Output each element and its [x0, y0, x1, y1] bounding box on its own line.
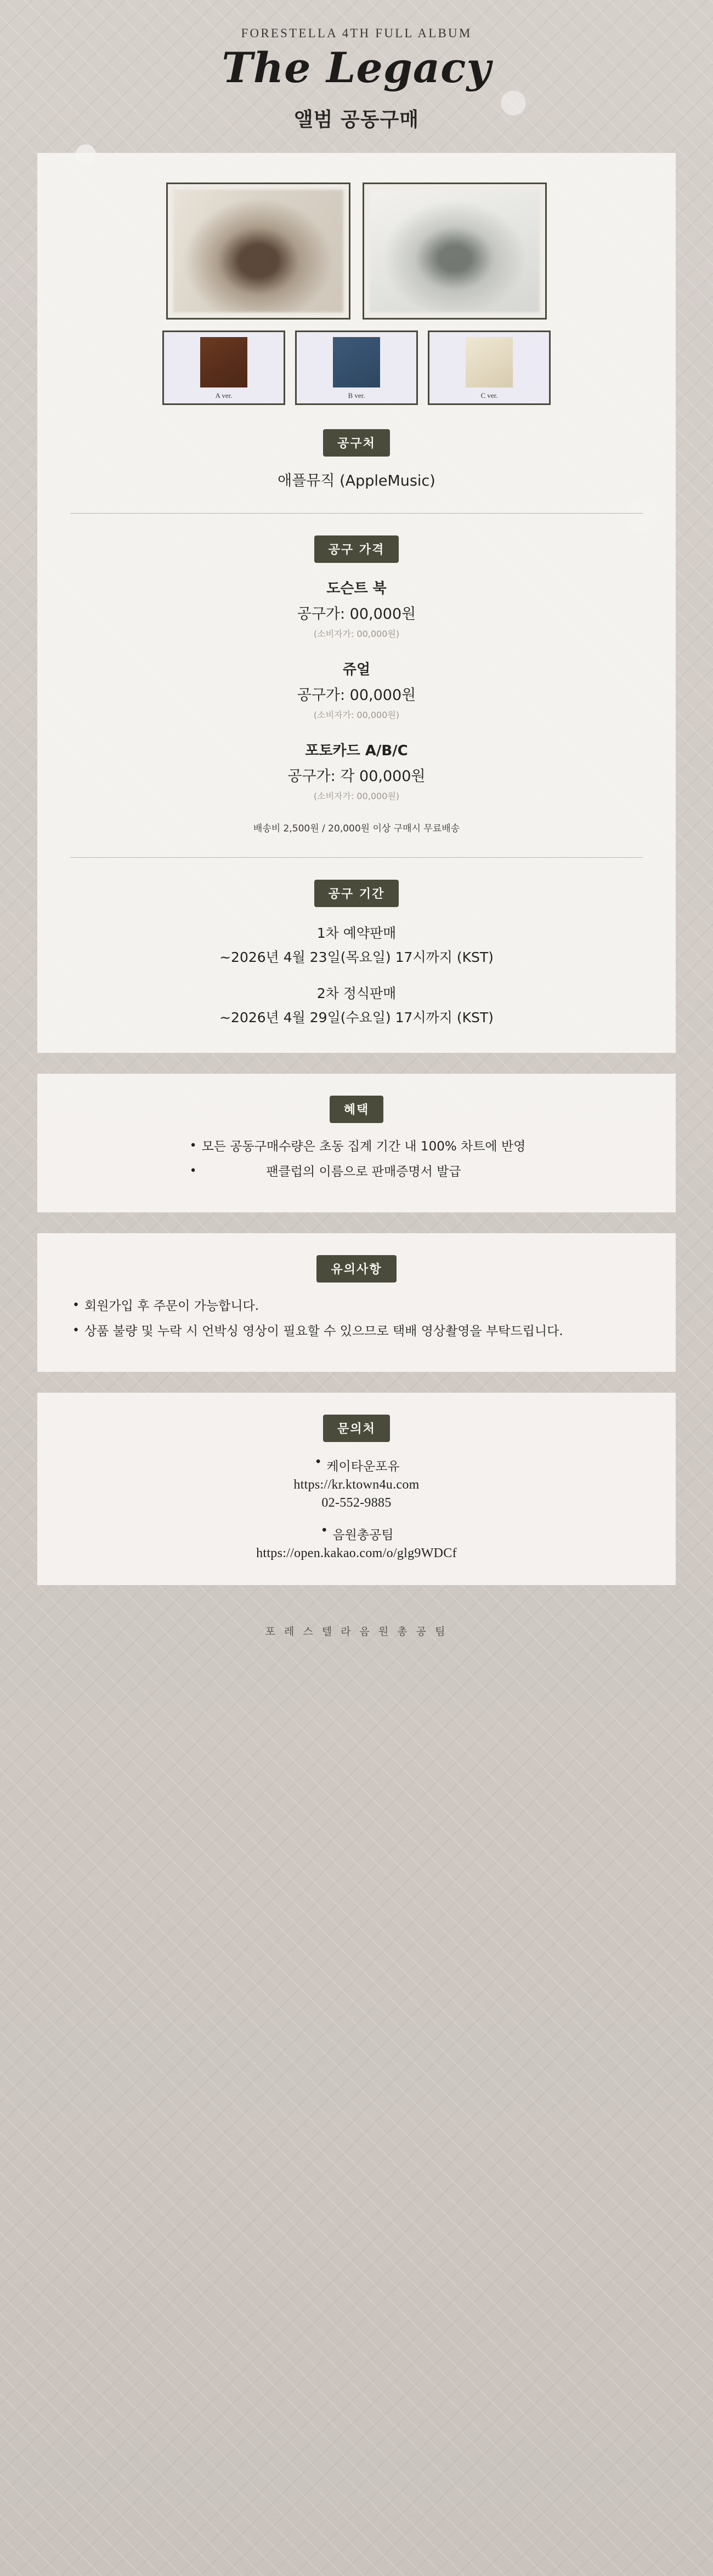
album-version-thumbnails: [70, 330, 643, 405]
page-footer: 포 레 스 텔 라 음 원 총 공 팀: [265, 1625, 448, 1638]
album-kicker: FORESTELLA 4TH FULL ALBUM: [241, 26, 472, 40]
price-item-name: 포토카드 A/B/C: [305, 742, 408, 759]
price-item-docent-book: [70, 577, 643, 640]
price-item-sub: (소비자가: 00,000원): [313, 709, 400, 720]
version-label-b: B ver.: [348, 391, 365, 400]
version-label-a: A ver.: [215, 391, 233, 400]
contact-phone[interactable]: 02-552-9885: [321, 1495, 392, 1510]
period-round-2: [70, 983, 643, 1027]
notice-panel: [37, 1233, 676, 1372]
benefits-heading: 혜택: [330, 1096, 384, 1123]
version-art-c: [466, 337, 513, 387]
benefits-list: [188, 1137, 526, 1182]
price-item-name: 도슨트 북: [326, 580, 387, 597]
price-item-photocard: [70, 739, 643, 802]
price-section: [70, 535, 643, 834]
price-item-sub: (소비자가: 00,000원): [313, 628, 400, 639]
page-header: [0, 0, 713, 132]
album-cover-version-1: [166, 183, 350, 320]
store-name: 애플뮤직 (AppleMusic): [278, 472, 435, 489]
notice-list: [70, 1297, 643, 1341]
contact-name: • 케이타운포유: [313, 1456, 399, 1474]
contact-kakao-link[interactable]: https://open.kakao.com/o/glg9WDCf: [256, 1546, 457, 1560]
divider-1: [70, 513, 643, 514]
contact-entry-team: [70, 1525, 643, 1561]
period-title: 1차 예약판매: [316, 925, 397, 941]
version-art-a: [200, 337, 247, 387]
price-item-main: 공구가: 00,000원: [297, 686, 416, 704]
contact-panel: [37, 1393, 676, 1585]
contact-url[interactable]: https://kr.ktown4u.com: [293, 1477, 420, 1492]
page-subtitle: 앨범 공동구매: [293, 108, 420, 131]
period-date: ~2026년 4월 29일(수요일) 17시까지 (KST): [219, 1009, 494, 1025]
album-cover-version-2: [363, 183, 547, 320]
price-item-main: 공구가: 각 00,000원: [287, 767, 426, 785]
period-title: 2차 정식판매: [316, 985, 397, 1001]
contact-heading: 문의처: [323, 1415, 390, 1442]
version-thumbnail-c: [428, 330, 551, 405]
period-date: ~2026년 4월 23일(목요일) 17시까지 (KST): [219, 949, 494, 965]
album-covers: [70, 183, 643, 320]
list-item: • 모든 공동구매수량은 초동 집계 기간 내 100% 차트에 반영: [188, 1137, 526, 1156]
version-art-b: [333, 337, 380, 387]
period-round-1: [70, 922, 643, 966]
contact-entry-ktown4u: [70, 1456, 643, 1511]
store-heading: 공구처: [323, 429, 390, 457]
contact-name: • 음원총공팀: [319, 1525, 393, 1543]
album-cover-art-2: [370, 190, 540, 312]
price-heading: 공구 가격: [314, 535, 399, 563]
album-info-panel: [37, 153, 676, 1053]
divider-2: [70, 857, 643, 858]
version-thumbnail-b: [295, 330, 418, 405]
list-item: • 회원가입 후 주문이 가능합니다.: [70, 1297, 643, 1316]
album-title: The Legacy: [222, 43, 491, 92]
period-section: [70, 880, 643, 1027]
price-item-jewel: [70, 658, 643, 721]
period-heading: 공구 기간: [314, 880, 399, 907]
list-item: • 상품 불량 및 누락 시 언박싱 영상이 필요할 수 있으므로 택배 영상촬영을 부탁드립니다.: [70, 1322, 643, 1341]
price-item-main: 공구가: 00,000원: [297, 605, 416, 623]
list-item: • 팬클럽의 이름으로 판매증명서 발급: [188, 1162, 526, 1182]
notice-heading: 유의사항: [316, 1255, 396, 1283]
price-item-name: 쥬얼: [342, 661, 371, 678]
version-label-c: C ver.: [480, 391, 498, 400]
shipping-note: 배송비 2,500원 / 20,000원 이상 구매시 무료배송: [253, 823, 460, 834]
benefits-panel: [37, 1074, 676, 1212]
album-cover-art-1: [173, 190, 343, 312]
version-thumbnail-a: [162, 330, 285, 405]
store-section: [70, 429, 643, 490]
price-item-sub: (소비자가: 00,000원): [313, 790, 400, 801]
